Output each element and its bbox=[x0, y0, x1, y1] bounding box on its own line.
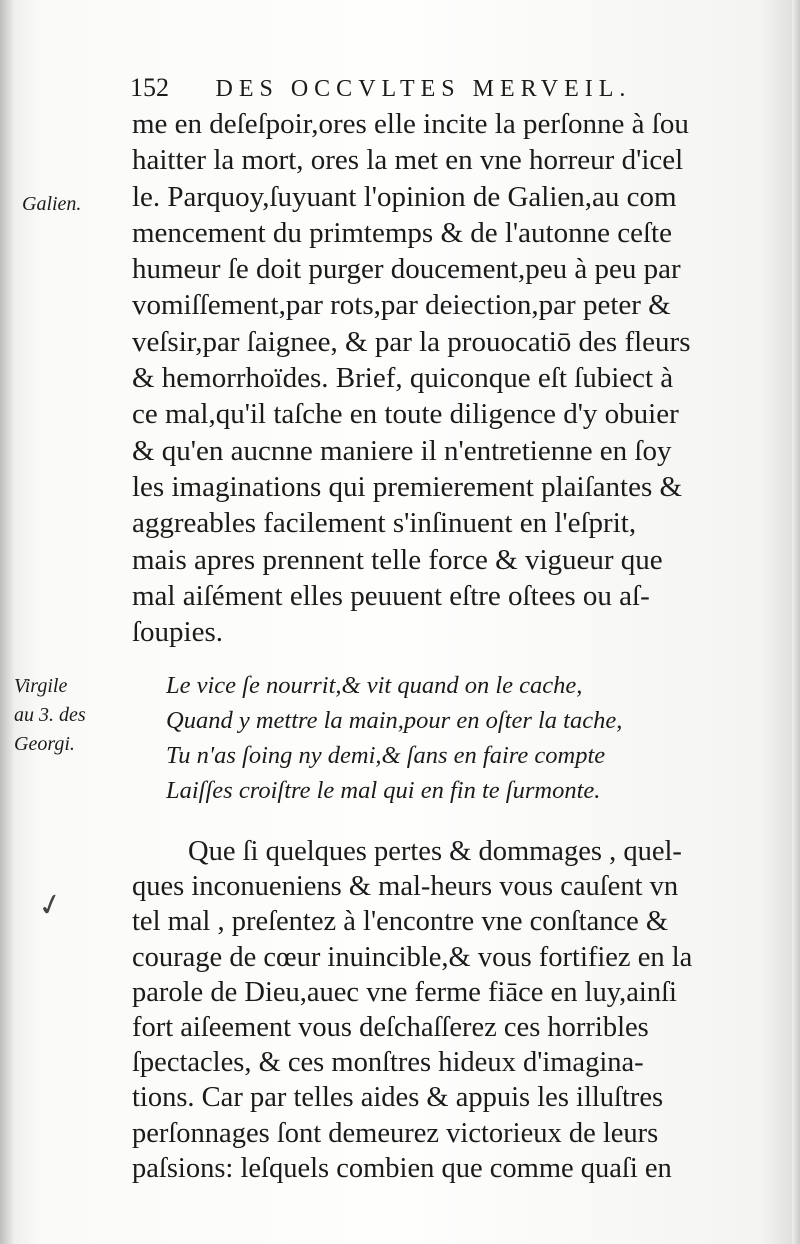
text-line: ce mal,qu'il taſche en toute diligence d'y obuier bbox=[132, 398, 679, 431]
text-line: veſsir,par ſaignee, & par la prouocatiō des fleurs bbox=[132, 325, 691, 358]
text-line: & hemorrhoïdes. Brief, quiconque eſt ſubiect à bbox=[132, 362, 674, 395]
text-line: mal aiſément elles peuuent eſtre oſtees ou aſ- bbox=[132, 579, 650, 612]
verse-quotation bbox=[166, 668, 686, 808]
verse-line: Quand y mettre la main,pour en oſter la tache, bbox=[166, 707, 623, 734]
text-line: vomiſſement,par rots,par deiection,par peter & bbox=[132, 289, 671, 322]
margin-note-line: Virgile bbox=[14, 675, 68, 697]
page-number: 152 bbox=[130, 73, 169, 102]
text-line: parole de Dieu,auec vne ferme fiāce en luy,ainſi bbox=[132, 976, 677, 1008]
text-line: perſonnages ſont demeurez victorieux de leurs bbox=[132, 1117, 659, 1149]
text-line: & qu'en aucnne maniere il n'entretienne en ſoy bbox=[132, 434, 672, 467]
margin-note-virgile bbox=[14, 672, 86, 759]
running-header bbox=[130, 72, 690, 105]
page-right-edge bbox=[792, 0, 800, 1244]
text-line: haitter la mort, ores la met en vne horreur d'icel bbox=[132, 144, 684, 177]
text-line: mencement du primtemps & de l'autonne ceſte bbox=[132, 216, 672, 249]
text-line: me en deſeſpoir,ores elle incite la perſonne à ſou bbox=[132, 108, 689, 140]
text-line: tions. Car par telles aides & appuis les illuſtres bbox=[132, 1082, 664, 1114]
paragraph-1 bbox=[132, 106, 752, 650]
text-line: courage de cœur inuincible,& vous fortifiez en la bbox=[132, 941, 693, 973]
verse-line: Le vice ſe nourrit,& vit quand on le cache, bbox=[166, 672, 583, 699]
text-line: ſoupies. bbox=[132, 616, 224, 649]
paragraph-2 bbox=[132, 834, 752, 1186]
text-line: ques inconueniens & mal-heurs vous cauſent vn bbox=[132, 871, 679, 903]
text-line: fort aiſeement vous deſchaſſerez ces horribles bbox=[132, 1011, 649, 1043]
running-title: DES OCCVLTES MERVEIL. bbox=[215, 76, 632, 102]
margin-note-galien: Galien. bbox=[22, 193, 82, 215]
text-line: aggreables facilement s'inſinuent en l'eſprit, bbox=[132, 507, 637, 540]
text-line: les imaginations qui premierement plaiſantes & bbox=[132, 470, 683, 503]
text-line: humeur ſe doit purger doucement,peu à peu par bbox=[132, 253, 681, 286]
page-left-edge bbox=[0, 0, 14, 1244]
margin-note-line: au 3. des bbox=[14, 704, 86, 726]
text-line: le. Parquoy,ſuyuant l'opinion de Galien,au com bbox=[132, 180, 677, 213]
text-line: tel mal , preſentez à l'encontre vne conſtance & bbox=[132, 906, 669, 938]
margin-note-line: Georgi. bbox=[14, 733, 75, 755]
text-line: mais apres prennent telle force & vigueur que bbox=[132, 543, 663, 576]
verse-line: Tu n'as ſoing ny demi,& ſans en faire compte bbox=[166, 742, 606, 769]
verse-line: Laiſſes croiſtre le mal qui en fin te ſurmonte. bbox=[166, 777, 601, 804]
text-line: paſsions: leſquels combien que comme quaſi en bbox=[132, 1152, 672, 1184]
handwritten-mark: ✓ bbox=[34, 886, 67, 925]
text-line: ſpectacles, & ces monſtres hideux d'imagina- bbox=[132, 1047, 644, 1079]
text-line: Que ſi quelques pertes & dommages , quel- bbox=[188, 836, 682, 867]
